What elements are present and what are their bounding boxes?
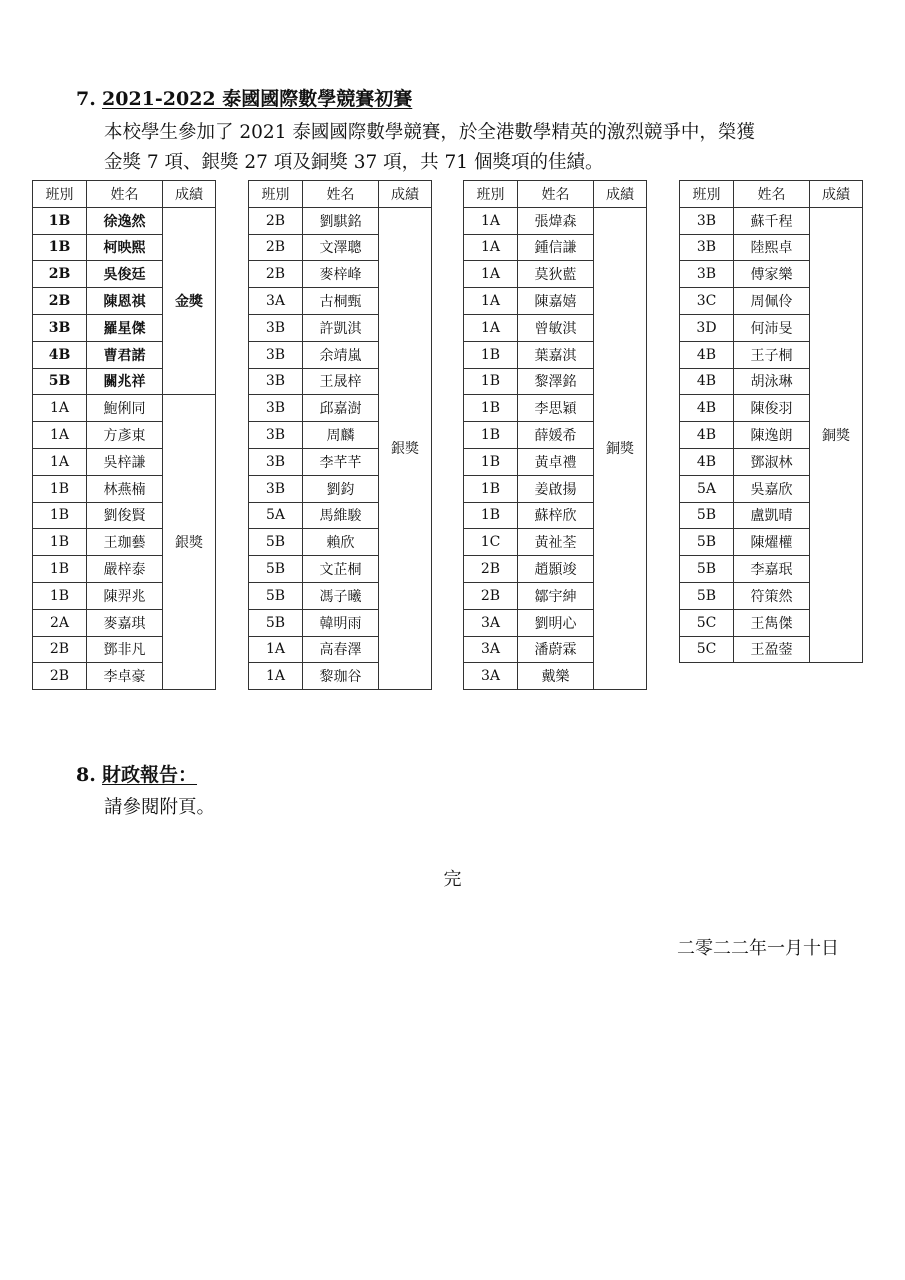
header-class: 班別 bbox=[680, 181, 734, 208]
header-result: 成績 bbox=[810, 181, 863, 208]
student-name: 鄧淑林 bbox=[734, 448, 810, 475]
award-cell: 銀獎 bbox=[379, 207, 432, 689]
student-class: 3A bbox=[464, 663, 518, 690]
student-name: 鮑俐同 bbox=[87, 395, 163, 422]
student-name: 戴樂 bbox=[518, 663, 594, 690]
student-class: 3B bbox=[680, 261, 734, 288]
student-name: 韓明雨 bbox=[303, 609, 379, 636]
student-name: 胡泳琳 bbox=[734, 368, 810, 395]
student-name: 麥嘉琪 bbox=[87, 609, 163, 636]
award-table-1 bbox=[32, 180, 216, 690]
student-name: 羅星傑 bbox=[87, 314, 163, 341]
student-class: 4B bbox=[680, 368, 734, 395]
student-name: 王珈藝 bbox=[87, 529, 163, 556]
header-result: 成績 bbox=[594, 181, 647, 208]
student-name: 周麟 bbox=[303, 422, 379, 449]
student-class: 1B bbox=[33, 556, 87, 583]
student-name: 傅家樂 bbox=[734, 261, 810, 288]
section-8-body: 請參閱附頁。 bbox=[104, 797, 216, 818]
student-name: 趙顥竣 bbox=[518, 556, 594, 583]
student-class: 5B bbox=[249, 609, 303, 636]
student-class: 1B bbox=[464, 341, 518, 368]
student-class: 3B bbox=[249, 368, 303, 395]
student-class: 1A bbox=[464, 207, 518, 234]
student-class: 3B bbox=[249, 341, 303, 368]
award-cell: 銅獎 bbox=[594, 207, 647, 689]
student-class: 5B bbox=[680, 556, 734, 583]
student-class: 2B bbox=[464, 582, 518, 609]
student-class: 1A bbox=[33, 448, 87, 475]
student-name: 周佩伶 bbox=[734, 288, 810, 315]
header-result: 成績 bbox=[379, 181, 432, 208]
student-class: 2B bbox=[33, 261, 87, 288]
student-class: 5B bbox=[249, 529, 303, 556]
student-class: 3B bbox=[33, 314, 87, 341]
student-class: 1B bbox=[464, 448, 518, 475]
table-row bbox=[33, 207, 216, 234]
student-class: 2A bbox=[33, 609, 87, 636]
student-name: 劉俊賢 bbox=[87, 502, 163, 529]
student-name: 張煒森 bbox=[518, 207, 594, 234]
award-cell: 金獎 bbox=[163, 207, 216, 395]
student-class: 1A bbox=[464, 234, 518, 261]
student-class: 3B bbox=[680, 234, 734, 261]
award-cell: 銅獎 bbox=[810, 207, 863, 663]
student-class: 4B bbox=[33, 341, 87, 368]
student-class: 1B bbox=[33, 475, 87, 502]
table-header-row bbox=[33, 181, 216, 208]
student-class: 3B bbox=[249, 395, 303, 422]
header-name: 姓名 bbox=[518, 181, 594, 208]
student-name: 何沛旻 bbox=[734, 314, 810, 341]
student-name: 李卓豪 bbox=[87, 663, 163, 690]
document-date: 二零二二年一月十日 bbox=[677, 938, 839, 959]
end-mark: 完 bbox=[443, 869, 462, 890]
student-class: 3D bbox=[680, 314, 734, 341]
section-7-line-1: 本校學生參加了 2021 泰國國際數學競賽，於全港數學精英的激烈競爭中，榮獲 bbox=[104, 122, 755, 143]
table-row bbox=[464, 207, 647, 234]
student-name: 李思穎 bbox=[518, 395, 594, 422]
student-class: 3A bbox=[464, 636, 518, 663]
student-name: 林燕楠 bbox=[87, 475, 163, 502]
student-name: 王盈蓥 bbox=[734, 636, 810, 663]
header-name: 姓名 bbox=[87, 181, 163, 208]
student-name: 黎澤銘 bbox=[518, 368, 594, 395]
student-class: 3B bbox=[680, 207, 734, 234]
student-class: 5C bbox=[680, 636, 734, 663]
header-class: 班別 bbox=[249, 181, 303, 208]
award-cell: 銀獎 bbox=[163, 395, 216, 690]
table-row bbox=[249, 207, 432, 234]
student-name: 薛媛希 bbox=[518, 422, 594, 449]
student-name: 劉騏銘 bbox=[303, 207, 379, 234]
student-name: 姜啟揚 bbox=[518, 475, 594, 502]
section-8-number: 8. bbox=[76, 764, 96, 786]
student-name: 劉明心 bbox=[518, 609, 594, 636]
student-name: 賴欣 bbox=[303, 529, 379, 556]
student-name: 黃祉荃 bbox=[518, 529, 594, 556]
student-class: 1A bbox=[33, 422, 87, 449]
student-class: 3A bbox=[249, 288, 303, 315]
student-class: 2B bbox=[464, 556, 518, 583]
student-class: 2B bbox=[249, 261, 303, 288]
student-class: 1A bbox=[33, 395, 87, 422]
student-name: 文澤聰 bbox=[303, 234, 379, 261]
student-class: 1B bbox=[464, 422, 518, 449]
student-name: 王雋傑 bbox=[734, 609, 810, 636]
student-class: 2B bbox=[249, 234, 303, 261]
student-name: 黎珈谷 bbox=[303, 663, 379, 690]
student-class: 1B bbox=[33, 529, 87, 556]
student-name: 蘇梓欣 bbox=[518, 502, 594, 529]
student-name: 方彥東 bbox=[87, 422, 163, 449]
student-name: 余靖嵐 bbox=[303, 341, 379, 368]
student-name: 蘇千程 bbox=[734, 207, 810, 234]
student-name: 李芊芊 bbox=[303, 448, 379, 475]
student-name: 柯映熙 bbox=[87, 234, 163, 261]
student-class: 3B bbox=[249, 448, 303, 475]
student-class: 5B bbox=[249, 582, 303, 609]
award-table-3 bbox=[463, 180, 647, 690]
student-class: 2B bbox=[33, 636, 87, 663]
student-name: 王子桐 bbox=[734, 341, 810, 368]
student-class: 2B bbox=[33, 663, 87, 690]
student-class: 1B bbox=[33, 582, 87, 609]
section-7-title: 2021-2022 泰國國際數學競賽初賽 bbox=[102, 88, 413, 110]
student-name: 馬維駿 bbox=[303, 502, 379, 529]
student-name: 馮子曦 bbox=[303, 582, 379, 609]
table-header-row bbox=[464, 181, 647, 208]
student-name: 潘蔚霖 bbox=[518, 636, 594, 663]
student-name: 鄒宇紳 bbox=[518, 582, 594, 609]
student-class: 5A bbox=[249, 502, 303, 529]
student-name: 王晟梓 bbox=[303, 368, 379, 395]
section-8-heading bbox=[76, 760, 197, 787]
student-class: 5C bbox=[680, 609, 734, 636]
award-table-4 bbox=[679, 180, 863, 663]
student-class: 4B bbox=[680, 422, 734, 449]
student-class: 4B bbox=[680, 395, 734, 422]
student-name: 符策然 bbox=[734, 582, 810, 609]
table-header-row bbox=[680, 181, 863, 208]
student-class: 5B bbox=[249, 556, 303, 583]
student-name: 吳嘉欣 bbox=[734, 475, 810, 502]
section-8-title: 財政報告： bbox=[102, 764, 198, 786]
student-class: 3A bbox=[464, 609, 518, 636]
student-name: 陳俊羽 bbox=[734, 395, 810, 422]
student-class: 1A bbox=[249, 636, 303, 663]
student-name: 陸熙卓 bbox=[734, 234, 810, 261]
student-name: 劉鈞 bbox=[303, 475, 379, 502]
student-class: 1B bbox=[33, 502, 87, 529]
student-name: 古桐甄 bbox=[303, 288, 379, 315]
header-result: 成績 bbox=[163, 181, 216, 208]
header-class: 班別 bbox=[464, 181, 518, 208]
student-name: 莫狄藍 bbox=[518, 261, 594, 288]
student-class: 1A bbox=[464, 314, 518, 341]
student-class: 5B bbox=[680, 529, 734, 556]
student-class: 1B bbox=[464, 395, 518, 422]
student-name: 嚴梓泰 bbox=[87, 556, 163, 583]
student-class: 1B bbox=[33, 234, 87, 261]
student-name: 吳俊廷 bbox=[87, 261, 163, 288]
student-name: 黃卓禮 bbox=[518, 448, 594, 475]
student-class: 3B bbox=[249, 475, 303, 502]
award-table-2 bbox=[248, 180, 432, 690]
table-row bbox=[680, 207, 863, 234]
student-name: 邱嘉澍 bbox=[303, 395, 379, 422]
student-name: 文芷桐 bbox=[303, 556, 379, 583]
student-name: 曹君諾 bbox=[87, 341, 163, 368]
student-name: 關兆祥 bbox=[87, 368, 163, 395]
student-name: 吳梓謙 bbox=[87, 448, 163, 475]
student-class: 3B bbox=[249, 422, 303, 449]
student-class: 1B bbox=[464, 368, 518, 395]
section-7-line-2: 金獎 7 項、銀獎 27 項及銅獎 37 項，共 71 個獎項的佳績。 bbox=[104, 152, 604, 173]
student-class: 1A bbox=[464, 261, 518, 288]
student-name: 高春澤 bbox=[303, 636, 379, 663]
student-name: 陳羿兆 bbox=[87, 582, 163, 609]
header-class: 班別 bbox=[33, 181, 87, 208]
section-7-heading bbox=[76, 84, 412, 111]
student-class: 1B bbox=[33, 207, 87, 234]
student-class: 2B bbox=[249, 207, 303, 234]
student-name: 鍾信謙 bbox=[518, 234, 594, 261]
table-header-row bbox=[249, 181, 432, 208]
student-class: 3B bbox=[249, 314, 303, 341]
student-class: 1B bbox=[464, 475, 518, 502]
table-row bbox=[33, 395, 216, 422]
student-class: 5B bbox=[680, 502, 734, 529]
student-class: 5A bbox=[680, 475, 734, 502]
header-name: 姓名 bbox=[303, 181, 379, 208]
student-name: 陳嘉嬉 bbox=[518, 288, 594, 315]
student-name: 陳恩祺 bbox=[87, 288, 163, 315]
student-name: 曾敏淇 bbox=[518, 314, 594, 341]
student-class: 2B bbox=[33, 288, 87, 315]
student-name: 盧凱晴 bbox=[734, 502, 810, 529]
student-name: 陳逸朗 bbox=[734, 422, 810, 449]
student-class: 4B bbox=[680, 341, 734, 368]
student-class: 3C bbox=[680, 288, 734, 315]
student-class: 1A bbox=[249, 663, 303, 690]
student-name: 陳燿權 bbox=[734, 529, 810, 556]
student-class: 1C bbox=[464, 529, 518, 556]
student-class: 5B bbox=[33, 368, 87, 395]
student-name: 麥梓峰 bbox=[303, 261, 379, 288]
student-class: 1A bbox=[464, 288, 518, 315]
student-class: 4B bbox=[680, 448, 734, 475]
student-name: 李嘉珉 bbox=[734, 556, 810, 583]
student-class: 5B bbox=[680, 582, 734, 609]
student-name: 葉嘉淇 bbox=[518, 341, 594, 368]
header-name: 姓名 bbox=[734, 181, 810, 208]
student-name: 許凱淇 bbox=[303, 314, 379, 341]
student-name: 鄧非凡 bbox=[87, 636, 163, 663]
student-name: 徐逸然 bbox=[87, 207, 163, 234]
section-7-number: 7. bbox=[76, 88, 96, 110]
student-class: 1B bbox=[464, 502, 518, 529]
